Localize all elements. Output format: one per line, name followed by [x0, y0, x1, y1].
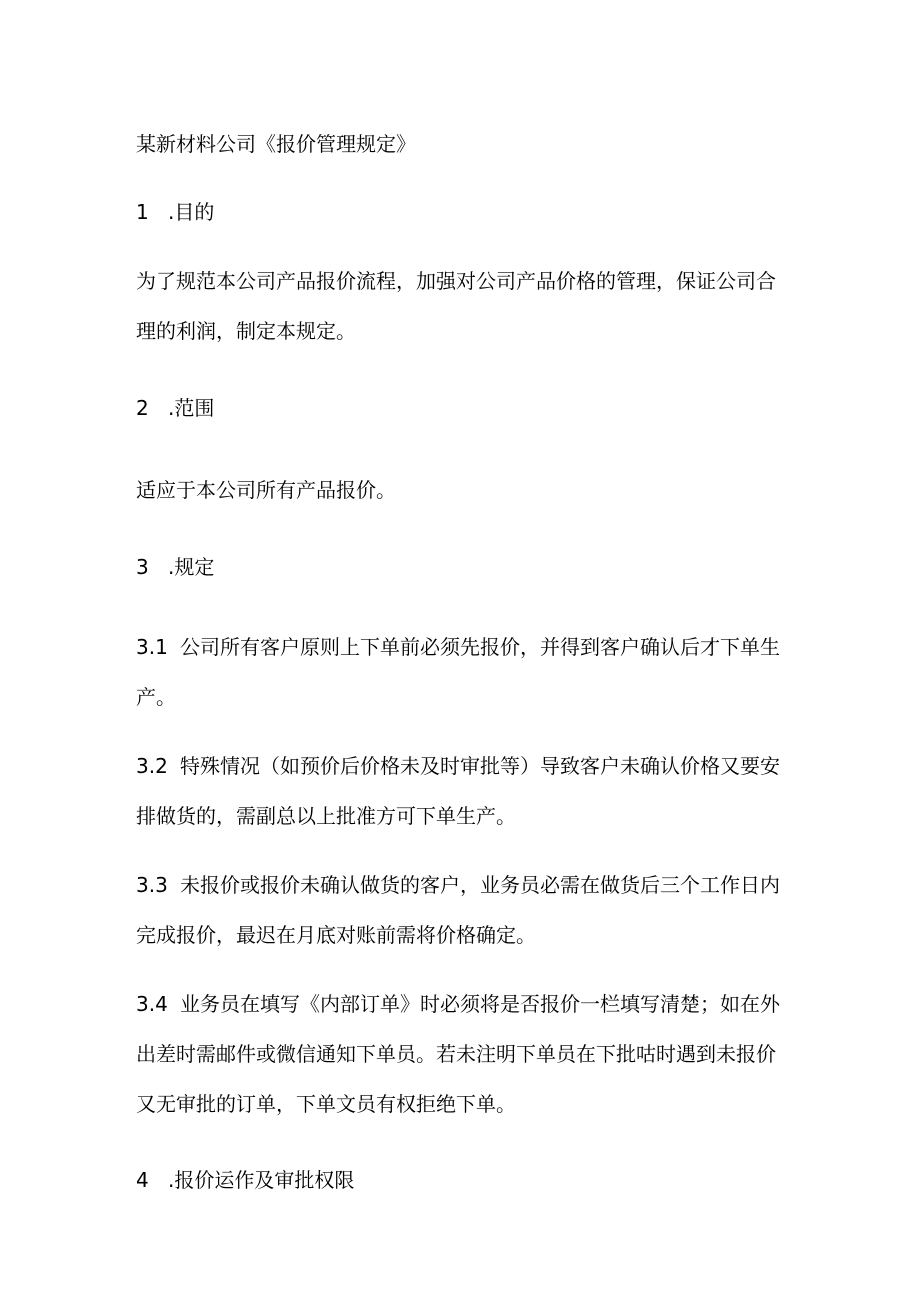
- clause-3-4: [136, 979, 796, 1129]
- section-2-body: 适应于本公司所有产品报价。: [136, 478, 396, 502]
- clause-3-1: [136, 622, 796, 722]
- paragraph-line: 又无审批的订单，下单文员有权拒绝下单。: [136, 1092, 516, 1116]
- section-number: 2: [136, 396, 149, 420]
- clause-text: 未报价或报价未确认做货的客户，业务员必需在做货后三个工作日内: [180, 873, 780, 897]
- section-heading-text: .规定: [168, 555, 215, 579]
- paragraph-line: 理的利润，制定本规定。: [136, 319, 356, 343]
- clause-text: 业务员在填写《内部订单》时必须将是否报价一栏填写清楚；如在外: [180, 992, 780, 1016]
- section-heading-4: [136, 1166, 796, 1194]
- clause-number: 3.4: [136, 992, 168, 1016]
- section-heading-text: .范围: [168, 396, 215, 420]
- section-heading-3: [136, 553, 796, 581]
- paragraph-line: 排做货的，需副总以上批准方可下单生产。: [136, 804, 516, 828]
- section-1-body: [136, 256, 796, 356]
- section-number: 1: [136, 200, 149, 224]
- paragraph-line: 出差时需邮件或微信通知下单员。若未注明下单员在下批咕时遇到未报价: [136, 1042, 776, 1066]
- section-heading-text: .报价运作及审批权限: [168, 1168, 355, 1192]
- clause-3-2: [136, 741, 796, 841]
- paragraph-line: [136, 741, 796, 791]
- clause-number: 3.1: [136, 635, 168, 659]
- paragraph-line: 产。: [136, 685, 176, 709]
- paragraph-line: [136, 860, 796, 910]
- paragraph-line: [136, 979, 796, 1029]
- section-number: 3: [136, 555, 149, 579]
- paragraph-line: 完成报价，最迟在月底对账前需将价格确定。: [136, 923, 536, 947]
- section-heading-text: .目的: [168, 200, 215, 224]
- paragraph-line: [136, 622, 796, 672]
- clause-text: 公司所有客户原则上下单前必须先报价，并得到客户确认后才下单生: [180, 635, 780, 659]
- clause-number: 3.3: [136, 873, 168, 897]
- section-heading-2: [136, 394, 796, 422]
- section-number: 4: [136, 1168, 149, 1192]
- clause-text: 特殊情况（如预价后价格未及时审批等）导致客户未确认价格又要安: [180, 754, 780, 778]
- document-title: 某新材料公司《报价管理规定》: [136, 132, 416, 156]
- clause-3-3: [136, 860, 796, 960]
- section-heading-1: [136, 198, 796, 226]
- clause-number: 3.2: [136, 754, 168, 778]
- paragraph-line: 为了规范本公司产品报价流程，加强对公司产品价格的管理，保证公司合: [136, 269, 776, 293]
